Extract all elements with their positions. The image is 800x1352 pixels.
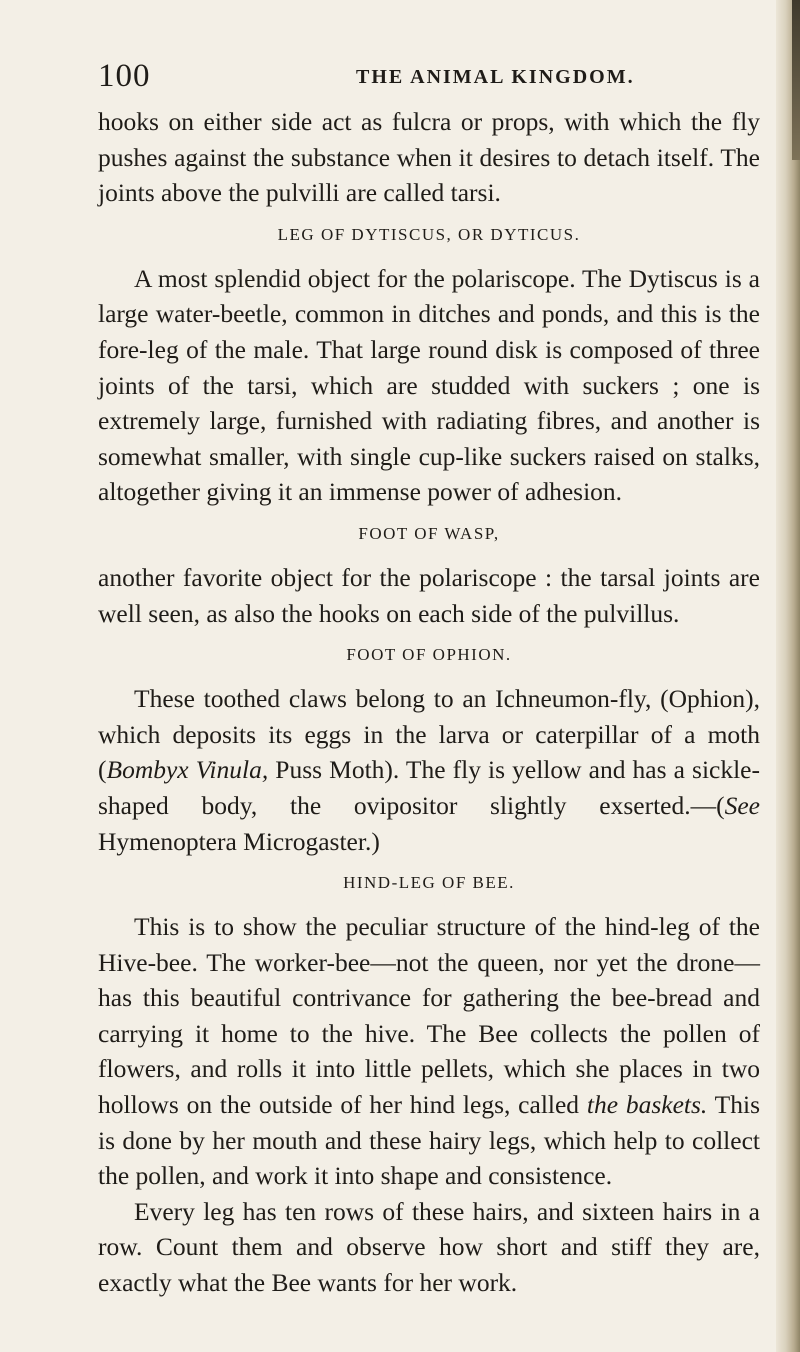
page-number: 100 [98,58,151,94]
paragraph-fly-hooks: hooks on either side act as fulcra or props, with which the fly pushes against the substance when it desires to detach itself. The joints above the pulvilli are called tarsi. [98,107,760,208]
bee-italic-baskets: the baskets. [586,1090,708,1120]
paragraph-bee-structure [98,909,760,1194]
page-header [98,56,758,96]
running-head: THE ANIMAL KINGDOM. [356,66,635,88]
paragraph-wasp: another favorite object for the polariscope : the tarsal joints are well seen, as also the hooks on each side of the pulvillus. [98,562,760,628]
ophion-text-1: These toothed claws belong to an Ichneumon-fly, (Ophion), which deposits its eggs in the larva or caterpillar of a moth ( [98,684,760,785]
paragraph-dytiscus: A most splendid object for the polariscope. The Dytiscus is a large water-beetle, common in ditches and ponds, and this is the fore-leg of the male. That large round disk is composed of three joints of the tarsi, which are studded with suckers ; one is extremely large, furnished with radiating fibres, and another is somewhat smaller, with single cup-like suckers raised on stalks, altogether giving it an immense power of adhesion. [98,263,760,507]
bee-text-2: This is done by her mouth and these hairy legs, which help to collect the pollen, and work it into shape and consistence. [98,1090,760,1191]
page-edge-shadow [776,0,800,1352]
ophion-italic-species: Bombyx Vinula, [106,755,269,785]
paragraph-bee-hairs: Every leg has ten rows of these hairs, and sixteen hairs in a row. Count them and observe how short and stiff they are, exactly what the Bee wants for her work. [98,1196,760,1298]
body-text [98,104,760,1301]
bee-text-1: This is to show the peculiar structure of the hind-leg of the Hive-bee. The worker-bee—not the queen, nor yet the drone—has this beautiful contrivance for gathering the bee-bread and carrying it home to the hive. The Bee collects the pollen of flowers, and rolls it into little pellets, which she places in two hollows on the outside of her hind legs, called [98,912,760,1120]
ophion-text-2: Puss Moth). The fly is yellow and has a sickle-shaped body, the ovipositor slightly exserted.—( [98,755,760,820]
paragraph-ophion [98,681,760,859]
page-edge-binding [792,0,800,160]
heading-foot-of-ophion: FOOT OF OPHION. [346,645,512,665]
ophion-italic-see: See [724,790,760,820]
ophion-text-3: Hymenoptera Microgaster.) [98,826,380,856]
heading-leg-of-dytiscus: LEG OF DYTISCUS, OR DYTICUS. [277,224,581,244]
heading-hind-leg-of-bee: HIND-LEG OF BEE. [343,873,515,893]
heading-foot-of-wasp: FOOT OF WASP, [358,523,500,543]
